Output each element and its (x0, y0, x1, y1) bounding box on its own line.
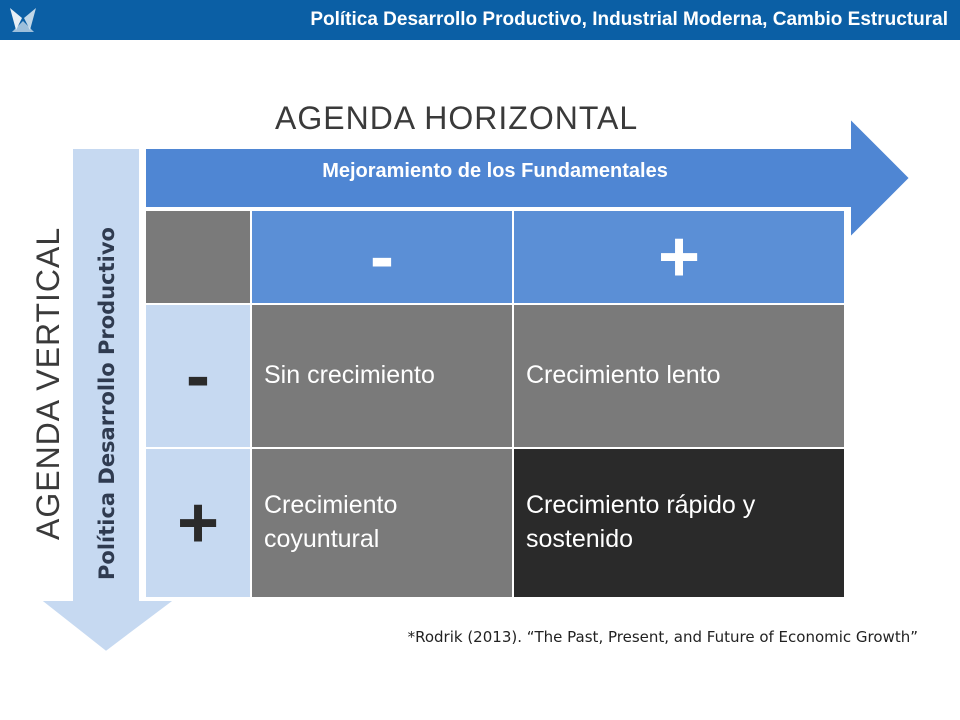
header-title: Política Desarrollo Productivo, Industrial Moderna, Cambio Estructural (310, 9, 948, 30)
horizontal-arrow-label: Mejoramiento de los Fundamentales (322, 160, 668, 182)
citation-note: *Rodrik (2013). “The Past, Present, and Future of Economic Growth” (407, 628, 918, 646)
matrix-corner-cell (145, 210, 251, 304)
cell-crecimiento-rapido-sostenido: Crecimiento rápido y sostenido (513, 448, 845, 598)
row-header-plus: + (145, 448, 251, 598)
vertical-agenda-title: AGENDA VERTICAL (30, 226, 66, 540)
cell-crecimiento-lento: Crecimiento lento (513, 304, 845, 448)
cell-crecimiento-coyuntural: Crecimiento coyuntural (251, 448, 513, 598)
vertical-arrow-label: Política Desarrollo Productivo (95, 227, 119, 580)
column-header-minus: - (251, 210, 513, 304)
cell-sin-crecimiento: Sin crecimiento (251, 304, 513, 448)
column-header-plus: + (513, 210, 845, 304)
horizontal-agenda-title: AGENDA HORIZONTAL (275, 100, 639, 136)
row-header-minus: - (145, 304, 251, 448)
